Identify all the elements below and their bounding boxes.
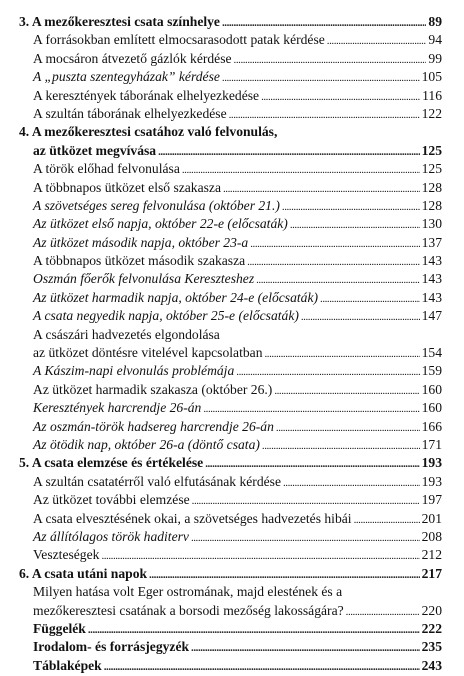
toc-entry: [19, 657, 442, 675]
dot-leader: [261, 87, 420, 106]
toc-entry-page-number: 217: [421, 565, 442, 581]
toc-entry-title: Az ütközet harmadik napja, október 24-e (előcsaták): [33, 289, 319, 305]
toc-entry-page-number: 212: [421, 547, 442, 563]
toc-entry: [19, 546, 442, 564]
toc-entry: [19, 160, 442, 178]
toc-entry-page-number: 222: [421, 620, 442, 636]
dot-leader: [229, 105, 420, 124]
toc-entry-title: Táblaképek: [33, 657, 102, 673]
dot-leader: [265, 344, 420, 363]
toc-entry-title: Keresztények harcrendje 26-án: [33, 400, 202, 416]
toc-entry-page-number: 235: [421, 639, 442, 655]
toc-entry: [19, 31, 442, 49]
toc-entry-title: 4. A mezőkeresztesi csatához való felvonulás,: [19, 124, 278, 140]
toc-entry: [19, 638, 442, 656]
toc-entry-title: Az ötödik nap, október 26-a (döntő csata): [33, 436, 260, 452]
dot-leader: [346, 602, 420, 621]
toc-entry-title: A császári hadvezetés elgondolása: [33, 326, 220, 342]
toc-entry: [19, 381, 442, 399]
toc-entry: [19, 307, 442, 325]
dot-leader: [222, 68, 420, 87]
toc-entry-page-number: 159: [421, 363, 442, 379]
toc-entry: [19, 68, 442, 86]
toc-entry-page-number: 201: [421, 510, 442, 526]
dot-leader: [223, 179, 420, 198]
toc-entry-title: A csata negyedik napja, október 25-e (előcsaták): [33, 308, 299, 324]
toc-entry-page-number: 99: [428, 50, 442, 66]
toc-entry-page-number: 147: [421, 308, 442, 324]
dot-leader: [282, 197, 420, 216]
toc-entry: [19, 13, 442, 31]
toc-entry: [19, 602, 442, 620]
toc-entry-page-number: 193: [421, 473, 442, 489]
dot-leader: [262, 436, 420, 455]
toc-entry: [19, 344, 442, 362]
toc-entry: [19, 270, 442, 288]
toc-entry-title: A török előhad felvonulása: [33, 161, 180, 177]
toc-entry: [19, 50, 442, 68]
dot-leader: [203, 399, 419, 418]
toc-entry-page-number: 116: [422, 87, 442, 103]
toc-entry: [19, 289, 442, 307]
toc-entry: [19, 197, 442, 215]
toc-entry: [19, 123, 442, 141]
toc-entry-page-number: 128: [421, 197, 442, 213]
dot-leader: [104, 657, 420, 676]
toc-entry: [19, 454, 442, 472]
toc-entry-page-number: 154: [421, 345, 442, 361]
toc-entry-page-number: 166: [421, 418, 442, 434]
toc-entry-page-number: 105: [421, 69, 442, 85]
toc-entry-page-number: 160: [421, 381, 442, 397]
toc-entry-title: Függelék: [33, 620, 86, 636]
dot-leader: [276, 418, 420, 437]
toc-entry-title: Az ütközet második napja, október 23-a: [33, 234, 249, 250]
toc-entry-title: Oszmán főerők felvonulása Kereszteshez: [33, 271, 255, 287]
toc-entry-title: A mocsáron átvezető gázlók kérdése: [33, 50, 232, 66]
toc-entry-page-number: 130: [421, 216, 442, 232]
toc-entry-title: Milyen hatása volt Eger ostromának, majd elestének és a: [33, 584, 343, 600]
toc-entry-page-number: 171: [421, 436, 442, 452]
dot-leader: [101, 546, 419, 565]
toc-entry-title: mezőkeresztesi csatának a borsodi mezőség lakosságára?: [33, 602, 344, 618]
dot-leader: [205, 454, 419, 473]
dot-leader: [256, 270, 419, 289]
toc-entry-page-number: 143: [421, 271, 442, 287]
dot-leader: [191, 528, 420, 547]
toc-entry: [19, 436, 442, 454]
toc-entry-title: A Kászim-napi elvonulás problémája: [33, 363, 235, 379]
dot-leader: [274, 381, 419, 400]
dot-leader: [234, 50, 427, 69]
toc-entry-title: A szultán táborának elhelyezkedése: [33, 105, 227, 121]
toc-entry-page-number: 220: [421, 602, 442, 618]
toc-entry: [19, 620, 442, 638]
toc-entry-title: A többnapos ütközet második szakasza: [33, 253, 246, 269]
toc-entry-title: A többnapos ütközet első szakasza: [33, 179, 221, 195]
toc-entry-title: 3. A mezőkeresztesi csata színhelye: [19, 14, 220, 29]
toc-entry-title: A forrásokban említett elmocsarasodott patak kérdése: [33, 32, 325, 48]
toc-entry-title: 6. A csata utáni napok: [19, 565, 148, 581]
toc-entry: [19, 583, 442, 601]
dot-leader: [327, 31, 427, 50]
toc-entry: [19, 179, 442, 197]
toc-entry-title: Az állítólagos török haditerv: [33, 528, 189, 544]
dot-leader: [149, 565, 420, 584]
dot-leader: [354, 510, 420, 529]
dot-leader: [192, 491, 420, 510]
toc-entry-title: A keresztények táborának elhelyezkedése: [33, 87, 260, 103]
toc-entry-page-number: 197: [421, 492, 442, 508]
toc-entry-title: Az ütközet első napja, október 22-e (előcsaták): [33, 216, 288, 232]
toc-entry-page-number: 125: [421, 161, 442, 177]
toc-entry-title: az ütközet megvívása: [33, 142, 157, 158]
toc-entry-page-number: 125: [421, 142, 442, 158]
toc-entry: [19, 399, 442, 417]
toc-entry-title: A csata elvesztésének okai, a szövetséges hadvezetés hibái: [33, 510, 352, 526]
toc-entry: [19, 142, 442, 160]
dot-leader: [301, 307, 420, 326]
toc-entry-title: Irodalom- és forrásjegyzék: [33, 639, 190, 655]
dot-leader: [158, 142, 420, 161]
toc-entry-title: A „puszta szentegyházak” kérdése: [33, 69, 220, 85]
toc-entry: [19, 491, 442, 509]
dot-leader: [247, 252, 419, 271]
dot-leader: [191, 638, 420, 657]
toc-entry-title: Veszteségek: [33, 547, 100, 563]
toc-entry-page-number: 160: [421, 400, 442, 416]
toc-entry-page-number: 89: [428, 14, 442, 29]
toc-entry: [19, 234, 442, 252]
toc-entry: [19, 105, 442, 123]
toc-entry-page-number: 193: [421, 455, 442, 471]
toc-entry: [19, 565, 442, 583]
dot-leader: [222, 13, 426, 32]
toc-entry: [19, 326, 442, 344]
dot-leader: [320, 289, 420, 308]
toc-entry-page-number: 243: [421, 657, 442, 673]
toc-entry: [19, 215, 442, 233]
toc-entry-page-number: 122: [421, 105, 442, 121]
dot-leader: [182, 160, 420, 179]
toc-entry-page-number: 143: [421, 289, 442, 305]
toc-entry: [19, 510, 442, 528]
toc-entry-title: Az ütközet harmadik szakasza (október 26.): [33, 381, 273, 397]
toc-entry-page-number: 128: [421, 179, 442, 195]
toc-entry-title: A szultán csatatérről való elfutásának kérdése: [33, 473, 281, 489]
toc-entry: [19, 473, 442, 491]
dot-leader: [236, 362, 419, 381]
dot-leader: [88, 620, 420, 639]
toc-entry-page-number: 208: [421, 528, 442, 544]
dot-leader: [290, 215, 420, 234]
toc-entry-title: az ütközet döntésre vitelével kapcsolatban: [33, 345, 263, 361]
toc-entry-title: 5. A csata elemzése és értékelése: [19, 455, 204, 471]
toc-entry: [19, 87, 442, 105]
toc-entry: [19, 528, 442, 546]
dot-leader: [250, 234, 419, 253]
toc-entry: [19, 252, 442, 270]
toc-entry-title: Az oszmán-török hadsereg harcrendje 26-án: [33, 418, 274, 434]
toc-entry: [19, 362, 442, 380]
dot-leader: [283, 473, 420, 492]
toc-entry-title: A szövetséges sereg felvonulása (október 21.): [33, 197, 280, 213]
table-of-contents: [19, 13, 442, 675]
toc-entry-page-number: 137: [421, 234, 442, 250]
toc-entry-page-number: 143: [421, 253, 442, 269]
toc-entry: [19, 418, 442, 436]
toc-entry-title: Az ütközet további elemzése: [33, 492, 190, 508]
toc-entry-page-number: 94: [428, 32, 442, 48]
